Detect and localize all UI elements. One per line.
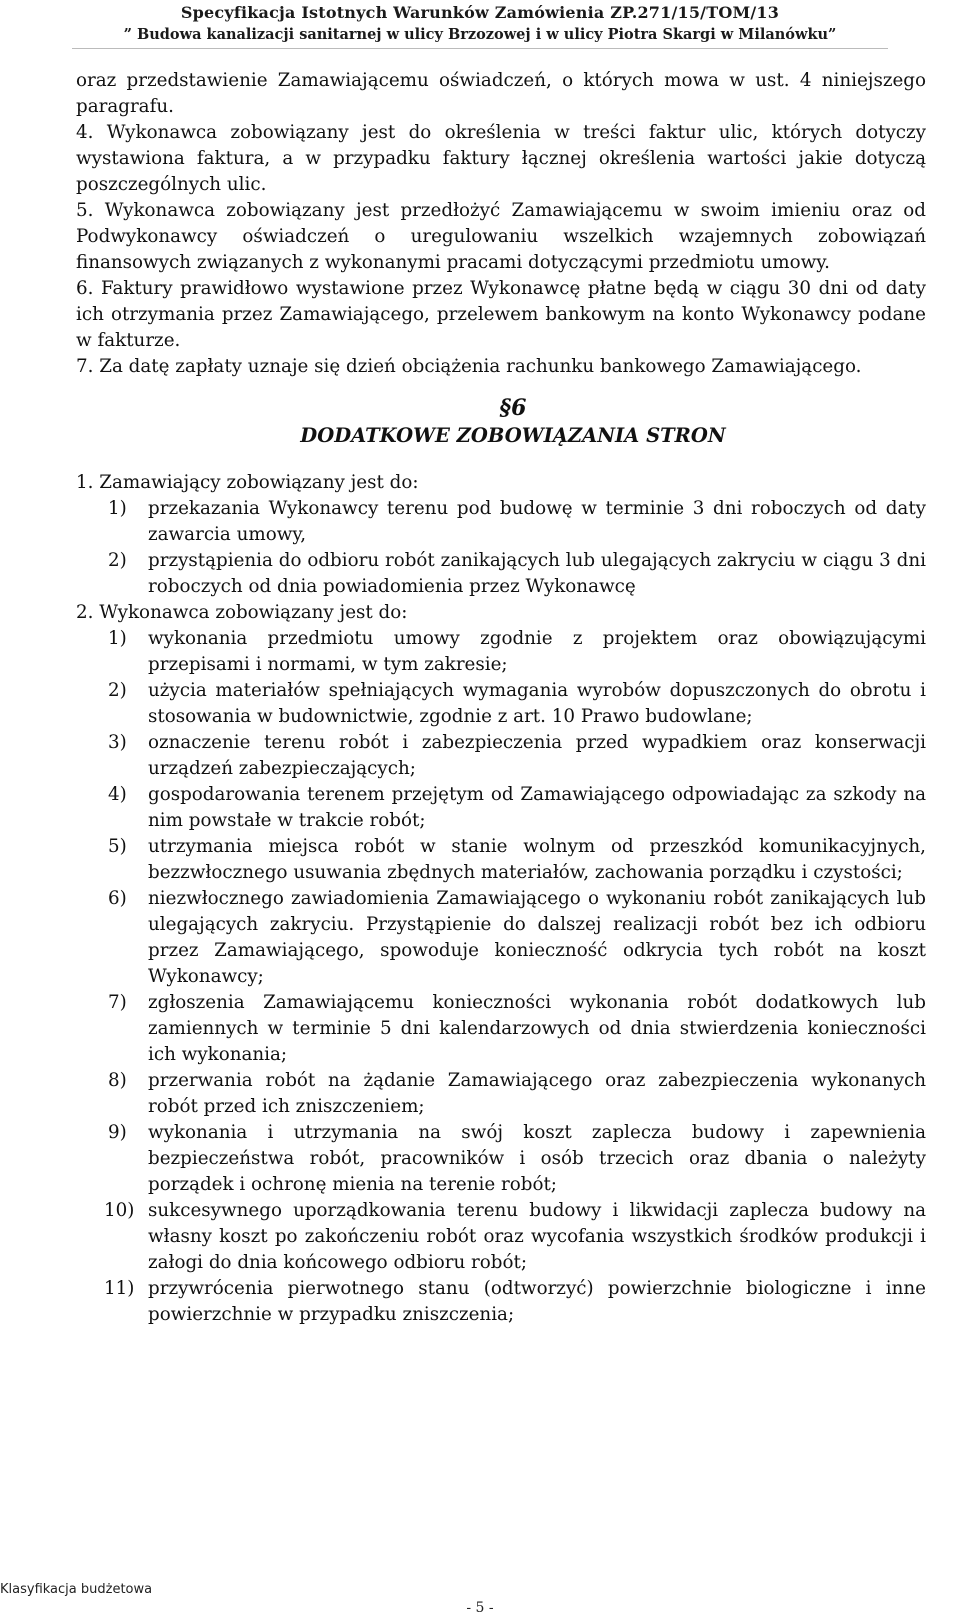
obligation-lead xyxy=(76,470,926,496)
list-item-text: użycia materiałów spełniających wymagania wyrobów dopuszczonych do obrotu i stosowania w budownictwie, zgodnie z art. 10 Prawo budowlane; xyxy=(148,680,926,727)
continuation-paragraph: oraz przedstawienie Zamawiającemu oświadczeń, o których mowa w ust. 4 niniejszego paragrafu. xyxy=(76,70,926,117)
list-item xyxy=(76,834,926,886)
list-item-text: przystąpienia do odbioru robót zanikających lub ulegających zakryciu w ciągu 3 dni roboczych od dnia powiadomienia przez Wykonawcę xyxy=(148,550,926,597)
clause-number: 6. xyxy=(76,278,94,299)
list-item xyxy=(76,496,926,548)
clause-7 xyxy=(76,354,926,380)
obligation-contractor xyxy=(76,600,926,1328)
list-item xyxy=(76,1120,926,1198)
list-item xyxy=(76,886,926,990)
list-item-text: przywrócenia pierwotnego stanu (odtworzyć) powierzchnie biologiczne i inne powierzchnie w przypadku zniszczenia; xyxy=(148,1278,926,1325)
header-project-title: ” Budowa kanalizacji sanitarnej w ulicy Brzozowej i w ulicy Piotra Skargi w Milanówku” xyxy=(123,26,837,43)
clause-text: Faktury prawidłowo wystawione przez Wykonawcę płatne będą w ciągu 30 dni od daty ich otrzymania przez Zamawiającego, przelewem bankowym na konto Wykonawcy podane w fakturze. xyxy=(76,278,927,351)
obligation-list xyxy=(76,496,926,600)
list-item-number: 1) xyxy=(108,498,127,519)
clause-text: Za datę zapłaty uznaje się dzień obciążenia rachunku bankowego Zamawiającego. xyxy=(99,356,862,377)
clause-5 xyxy=(76,198,926,276)
list-item-text: przekazania Wykonawcy terenu pod budowę w terminie 3 dni roboczych od daty zawarcia umowy, xyxy=(148,498,926,545)
payment-clauses xyxy=(76,120,926,380)
clause-text: Wykonawca zobowiązany jest do określenia w treści faktur ulic, których dotyczy wystawiona faktura, a w przypadku faktury łącznej określenia wartości jakie dotyczą poszczególnych ulic. xyxy=(76,122,926,195)
list-item xyxy=(76,1068,926,1120)
list-item xyxy=(76,990,926,1068)
obligation-number: 2. xyxy=(76,602,94,623)
list-item xyxy=(76,548,926,600)
list-item-text: wykonania i utrzymania na swój koszt zaplecza budowy i zapewnienia bezpieczeństwa robót, pracowników i osób trzecich oraz dbania o należyty porządek i ochronę mienia na terenie robót; xyxy=(148,1122,926,1195)
list-item-number: 7) xyxy=(108,992,127,1013)
obligation-employer xyxy=(76,470,926,600)
obligation-lead xyxy=(76,600,926,626)
clause-number: 4. xyxy=(76,122,94,143)
list-item-text: niezwłocznego zawiadomienia Zamawiającego o wykonaniu robót zanikających lub ulegających zakryciu. Przystąpienie do dalszej realizacji robót bez ich odbioru przez Zamawiającego, spowoduje konieczność odkrycia tych robót na koszt Wykonawcy; xyxy=(148,888,926,987)
obligation-lead-text: Zamawiający zobowiązany jest do: xyxy=(99,472,419,493)
list-item-number: 6) xyxy=(108,888,127,909)
list-item-text: przerwania robót na żądanie Zamawiającego oraz zabezpieczenia wykonanych robót przed ich zniszczeniem; xyxy=(148,1070,926,1117)
list-item xyxy=(76,1276,926,1328)
list-item-number: 2) xyxy=(108,550,127,571)
clause-4 xyxy=(76,120,926,198)
header-rule xyxy=(72,48,888,49)
section-title: DODATKOWE ZOBOWIĄZANIA STRON xyxy=(300,424,726,447)
list-item-number: 2) xyxy=(108,680,127,701)
list-item xyxy=(76,678,926,730)
footer-budget-classification: Klasyfikacja budżetowa xyxy=(0,1582,153,1597)
page-number: - 5 - xyxy=(466,1600,494,1616)
obligation-list xyxy=(76,626,926,1328)
running-header xyxy=(0,2,960,46)
header-spec-title: Specyfikacja Istotnych Warunków Zamówienia ZP.271/15/TOM/13 xyxy=(180,3,780,22)
list-item-text: wykonania przedmiotu umowy zgodnie z projektem oraz obowiązującymi przepisami i normami, w tym zakresie; xyxy=(148,628,926,675)
list-item xyxy=(76,730,926,782)
list-item xyxy=(76,1198,926,1276)
list-item-number: 8) xyxy=(108,1070,127,1091)
obligation-lead-text: Wykonawca zobowiązany jest do: xyxy=(99,602,408,623)
list-item-text: gospodarowania terenem przejętym od Zamawiającego odpowiadając za szkody na nim powstałe w trakcie robót; xyxy=(148,784,926,831)
section-heading xyxy=(76,394,926,450)
list-item-number: 1) xyxy=(108,628,127,649)
clause-6 xyxy=(76,276,926,354)
list-item-number: 4) xyxy=(108,784,127,805)
list-item-number: 5) xyxy=(108,836,127,857)
section-number: §6 xyxy=(499,395,527,421)
clause-text: Wykonawca zobowiązany jest przedłożyć Zamawiającemu w swoim imieniu oraz od Podwykonawcy oświadczeń o uregulowaniu wszelkich wzajemnych zobowiązań finansowych związanych z wykonanymi pracami dotyczącymi przedmiotu umowy. xyxy=(76,200,926,273)
list-item xyxy=(76,626,926,678)
list-item-text: zgłoszenia Zamawiającemu konieczności wykonania robót dodatkowych lub zamiennych w terminie 5 dni kalendarzowych od dnia stwierdzenia konieczności ich wykonania; xyxy=(148,992,926,1065)
list-item-number: 11) xyxy=(104,1278,135,1299)
list-item xyxy=(76,782,926,834)
list-item-text: sukcesywnego uporządkowania terenu budowy i likwidacji zaplecza budowy na własny koszt po zakończeniu robót oraz wycofania wszystkich środków produkcji i załogi do dnia końcowego odbioru robót; xyxy=(148,1200,926,1273)
list-item-number: 10) xyxy=(104,1200,135,1221)
document-body xyxy=(76,68,926,1328)
list-item-number: 3) xyxy=(108,732,127,753)
clause-number: 7. xyxy=(76,356,94,377)
list-item-number: 9) xyxy=(108,1122,127,1143)
list-item-text: oznaczenie terenu robót i zabezpieczenia przed wypadkiem oraz konserwacji urządzeń zabezpieczających; xyxy=(148,732,926,779)
list-item-text: utrzymania miejsca robót w stanie wolnym od przeszkód komunikacyjnych, bezzwłocznego usuwania zbędnych materiałów, zachowania porządku i czystości; xyxy=(148,836,926,883)
clause-number: 5. xyxy=(76,200,94,221)
obligation-number: 1. xyxy=(76,472,94,493)
